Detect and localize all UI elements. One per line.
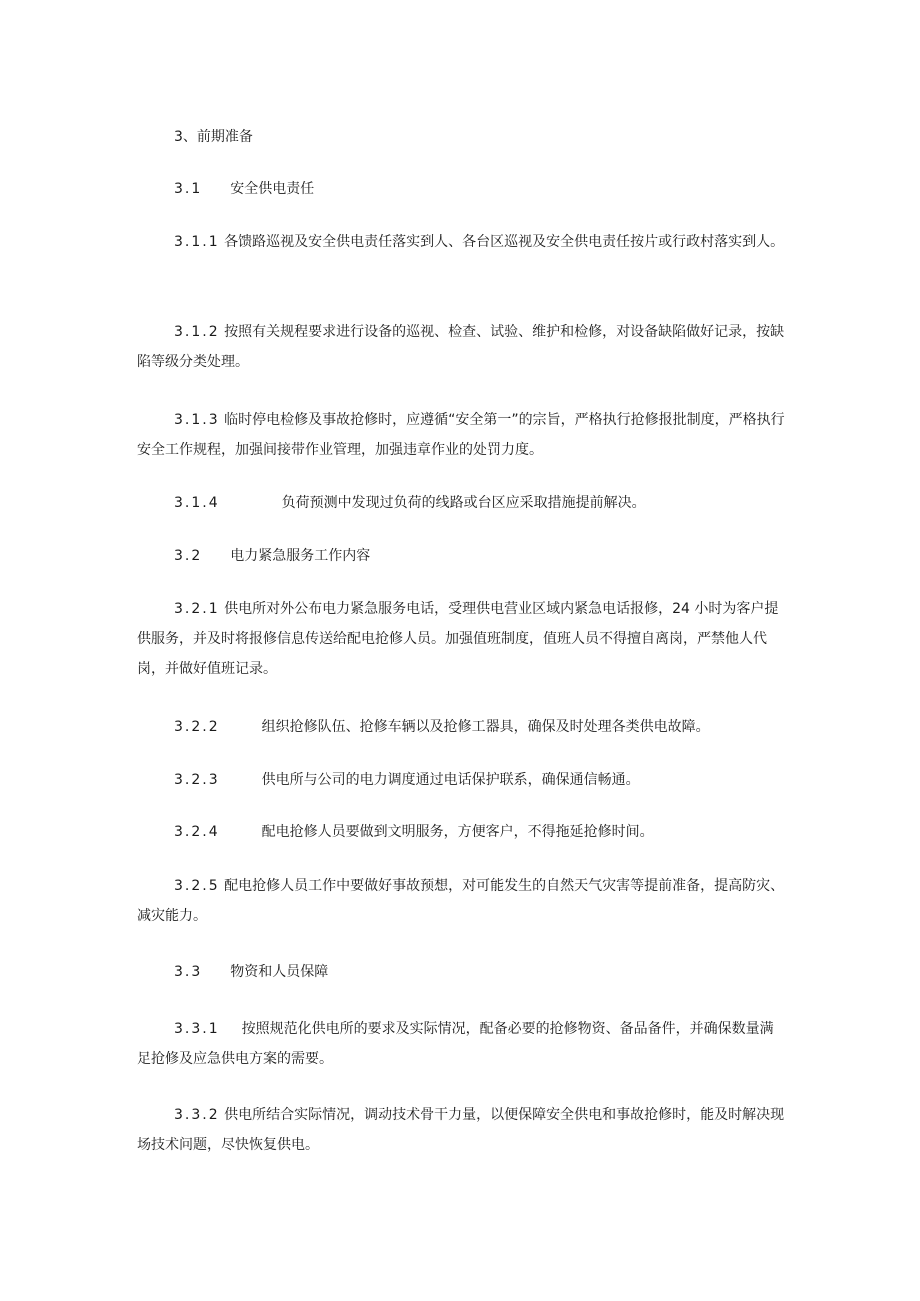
paragraph-3-2-3: 3.2.3 供电所与公司的电力调度通过电话保护联系，确保通信畅通。 [174,772,640,788]
paragraph-3-1-2: 3.1.2 按照有关规程要求进行设备的巡视、检查、试验、维护和检修，对设备缺陷做好记录，按缺陷等级分类处理。 [137,324,785,370]
paragraph-3-2-4: 3.2.4 配电抢修人员要做到文明服务，方便客户，不得拖延抢修时间。 [174,824,654,840]
paragraph-3-1-1: 3.1.1 各馈路巡视及安全供电责任落实到人、各台区巡视及安全供电责任按片或行政村落实到人。 [174,234,785,250]
subsection-heading-3-2: 3.2 电力紧急服务工作内容 [174,548,371,564]
section-title: 3、前期准备 [174,129,253,145]
paragraph-3-3-2: 3.3.2 供电所结合实际情况，调动技术骨干力量，以便保障安全供电和事故抢修时，能及时解决现场技术问题，尽快恢复供电。 [137,1107,785,1153]
paragraph-3-2-1: 3.2.1 供电所对外公布电力紧急服务电话，受理供电营业区域内紧急电话报修，24 小时为客户提供服务，并及时将报修信息传送给配电抢修人员。加强值班制度，值班人员不得擅自离岗，严禁他人代岗，并做好值班记录。 [137,601,779,677]
paragraph-3-1-4: 3.1.4 负荷预测中发现过负荷的线路或台区应采取措施提前解决。 [174,495,646,511]
subsection-heading-3-3: 3.3 物资和人员保障 [174,964,329,980]
paragraph-3-2-5: 3.2.5 配电抢修人员工作中要做好事故预想，对可能发生的自然天气灾害等提前准备，提高防灾、减灾能力。 [137,878,785,924]
paragraph-3-1-3: 3.1.3 临时停电检修及事故抢修时，应遵循“安全第一”的宗旨，严格执行抢修报批制度，严格执行安全工作规程，加强间接带作业管理，加强违章作业的处罚力度。 [137,412,785,458]
paragraph-3-3-1: 3.3.1 按照规范化供电所的要求及实际情况，配备必要的抢修物资、备品备件，并确保数量满足抢修及应急供电方案的需要。 [137,1021,774,1067]
subsection-heading-3-1: 3.1 安全供电责任 [174,181,315,197]
paragraph-3-2-2: 3.2.2 组织抢修队伍、抢修车辆以及抢修工器具，确保及时处理各类供电故障。 [174,719,710,735]
